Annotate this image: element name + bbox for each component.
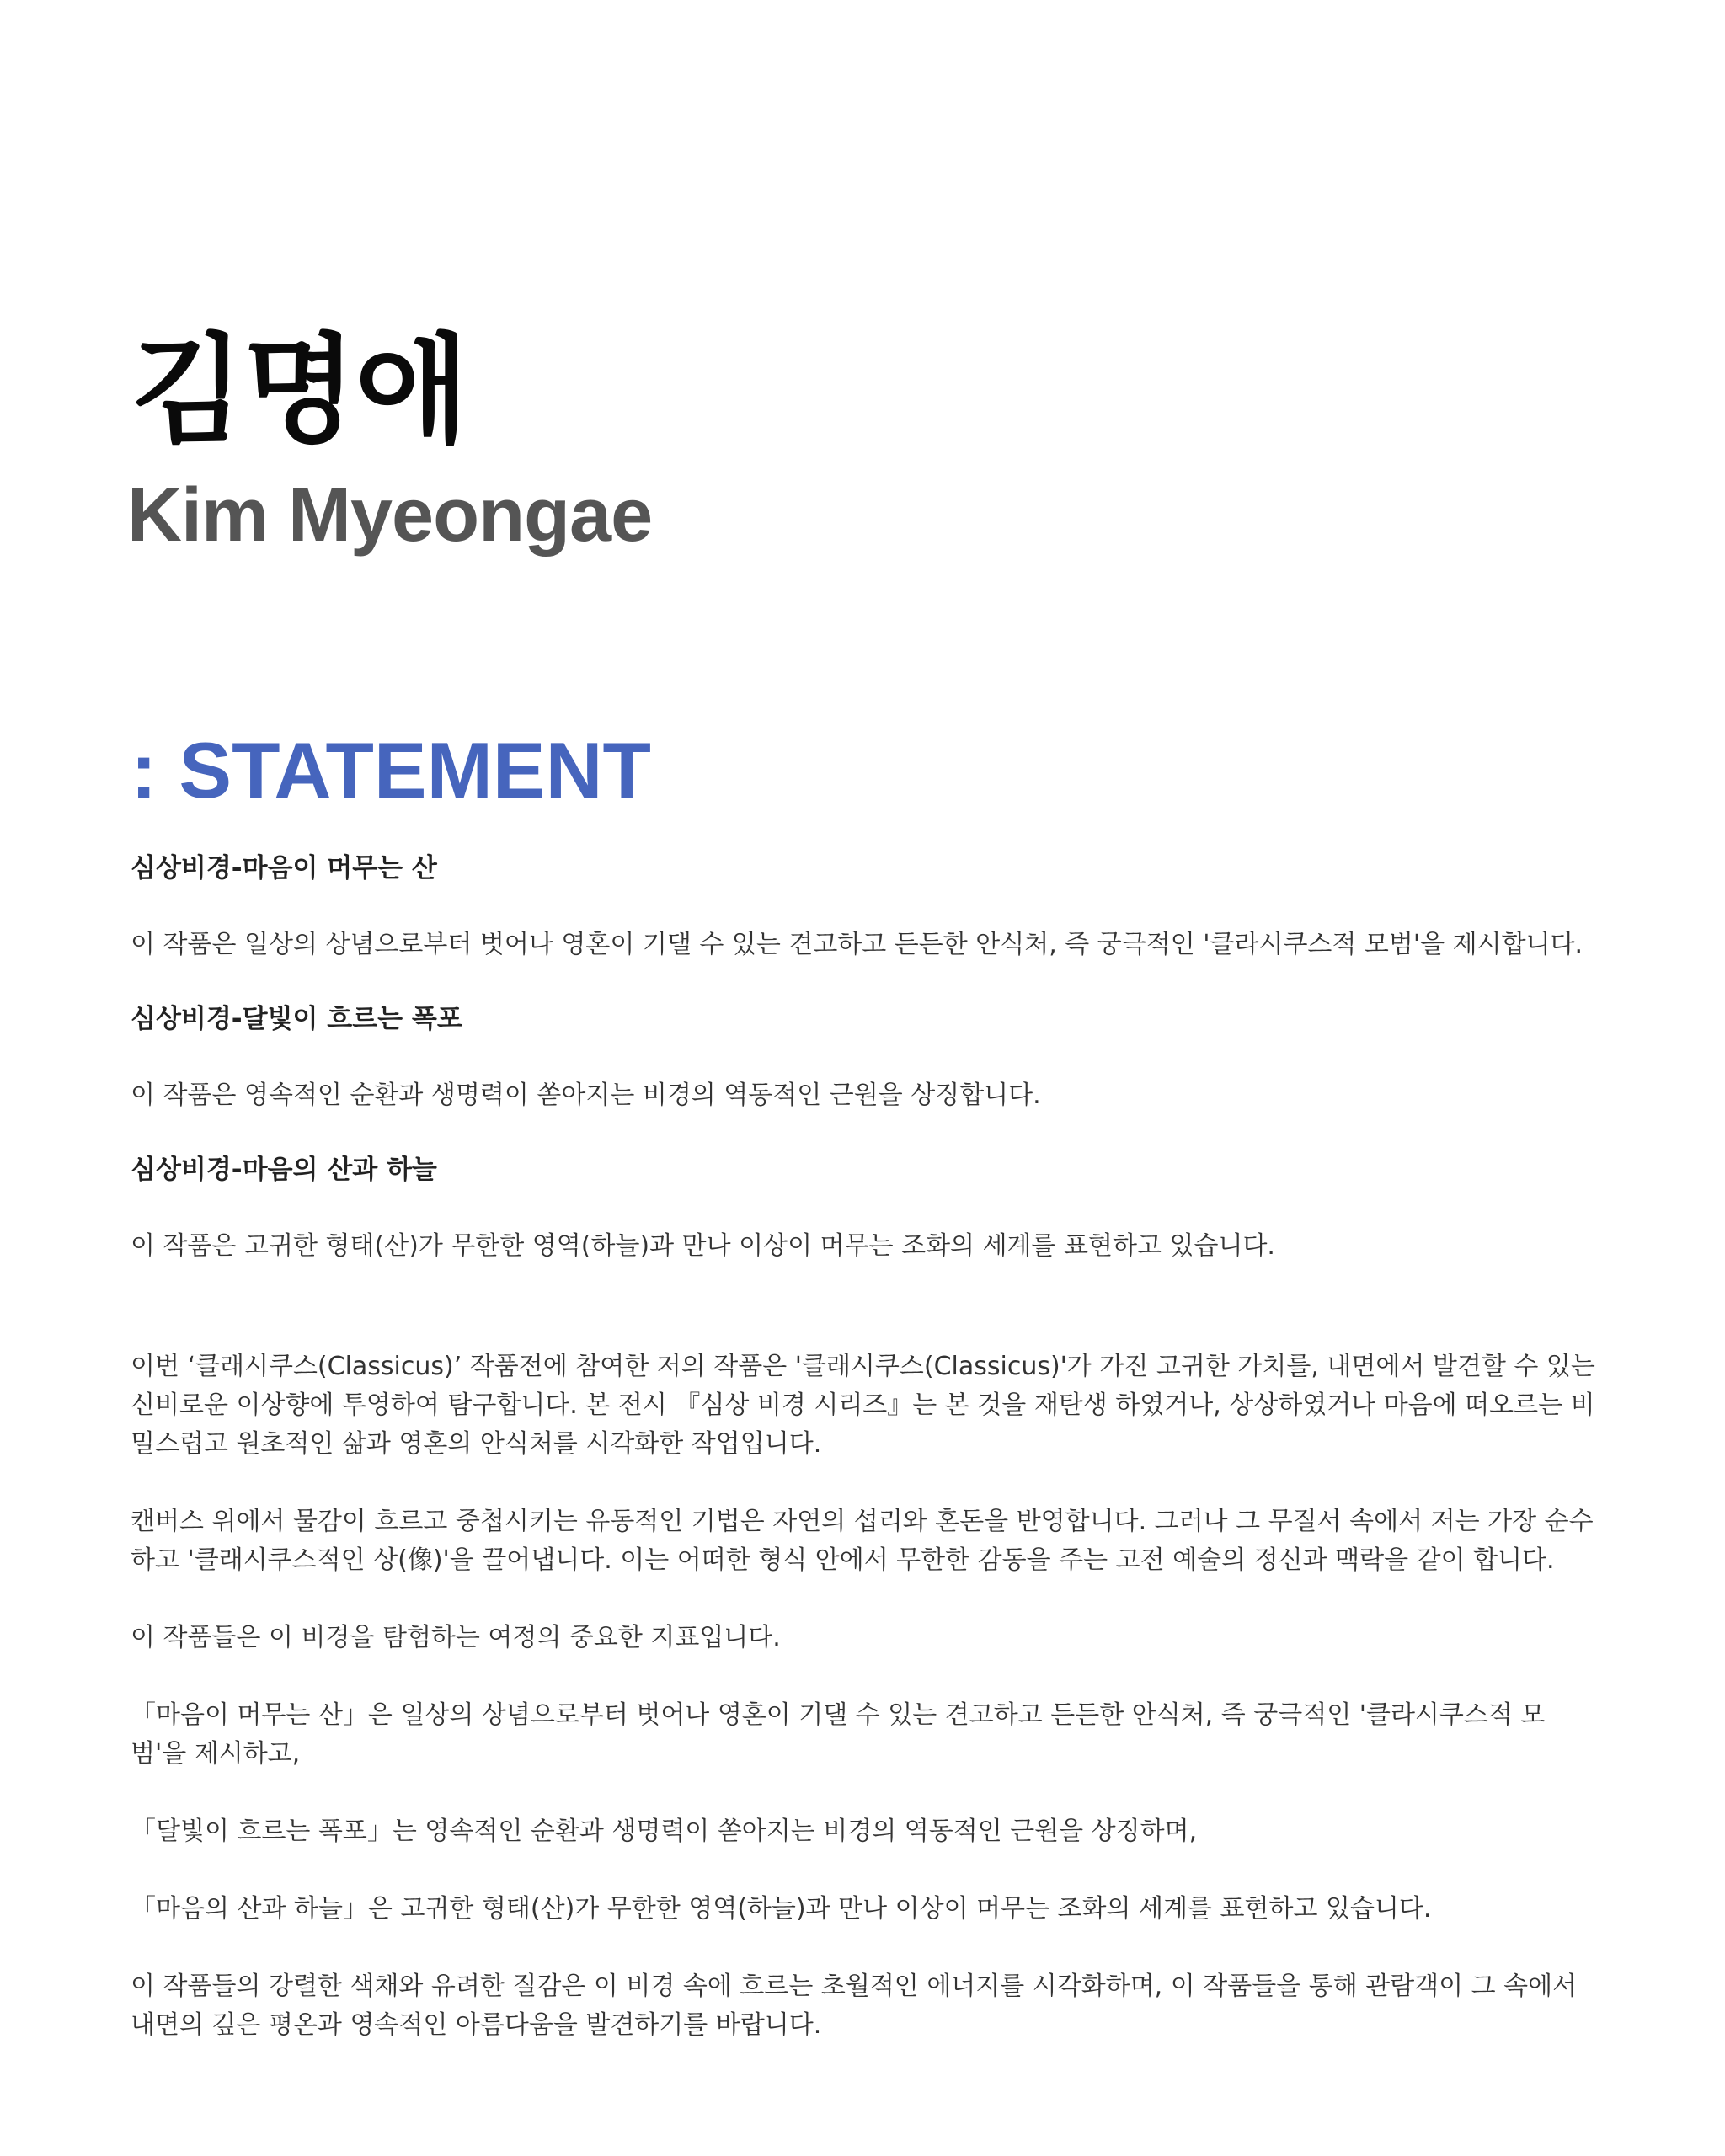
statement-paragraph: 이 작품들의 강렬한 색채와 유려한 질감은 이 비경 속에 흐르는 초월적인 에너지를 시각화하며, 이 작품들을 통해 관람객이 그 속에서 내면의 깊은 평온과 영속적인 아름다움을 발견하기를 바랍니다. bbox=[131, 1972, 1578, 2040]
work-item bbox=[131, 1150, 1596, 1266]
statement-paragraph: 「달빛이 흐르는 폭포」는 영속적인 순환과 생명력이 쏟아지는 비경의 역동적인 근원을 상징하며, bbox=[131, 1817, 1198, 1846]
statement-paragraph: 「마음이 머무는 산」은 일상의 상념으로부터 벗어나 영혼이 기댈 수 있는 견고하고 든든한 안식처, 즉 궁극적인 '클라시쿠스적 모범'을 제시하고, bbox=[131, 1700, 1546, 1769]
statement-paragraph: 캔버스 위에서 물감이 흐르고 중첩시키는 유동적인 기법은 자연의 섭리와 혼돈을 반영합니다. 그러나 그 무질서 속에서 저는 가장 순수하고 '클래시쿠스적인 상(像)'을 끌어냅니다. 이는 어떠한 형식 안에서 무한한 감동을 주는 고전 예술의 정신과 맥락을 같이 합니다. bbox=[131, 1507, 1594, 1575]
statement-body bbox=[131, 1348, 1596, 2045]
statement-heading: : STATEMENT bbox=[131, 726, 651, 814]
work-title: 심상비경-달빛이 흐르는 폭포 bbox=[131, 1004, 462, 1034]
work-title: 심상비경-마음의 산과 하늘 bbox=[131, 1155, 437, 1185]
work-item bbox=[131, 1000, 1596, 1115]
work-item bbox=[131, 849, 1596, 964]
work-title: 심상비경-마음이 머무는 산 bbox=[131, 853, 437, 883]
statement-paragraph: 이 작품들은 이 비경을 탐험하는 여정의 중요한 지표입니다. bbox=[131, 1623, 781, 1652]
statement-content bbox=[131, 849, 1596, 2084]
work-description: 이 작품은 일상의 상념으로부터 벗어나 영혼이 기댈 수 있는 견고하고 든든한 안식처, 즉 궁극적인 '클라시쿠스적 모범'을 제시합니다. bbox=[131, 930, 1583, 959]
artist-name-korean: 김명애 bbox=[131, 323, 467, 460]
work-description: 이 작품은 영속적인 순환과 생명력이 쏟아지는 비경의 역동적인 근원을 상징합니다. bbox=[131, 1081, 1041, 1110]
statement-paragraph: 「마음의 산과 하늘」은 고귀한 형태(산)가 무한한 영역(하늘)과 만나 이상이 머무는 조화의 세계를 표현하고 있습니다. bbox=[131, 1894, 1432, 1924]
statement-paragraph: 이번 ‘클래시쿠스(Classicus)’ 작품전에 참여한 저의 작품은 '클래시쿠스(Classicus)'가 가진 고귀한 가치를, 내면에서 발견할 수 있는 신비로운 이상향에 투영하여 탐구합니다. 본 전시 『심상 비경 시리즈』는 본 것을 재탄생 하였거나, 상상하였거나 마음에 떠오르는 비밀스럽고 원초적인 삶과 영혼의 안식처를 시각화한 작업입니다. bbox=[131, 1352, 1595, 1459]
artist-name-english: Kim Myeongae bbox=[127, 473, 653, 558]
work-description: 이 작품은 고귀한 형태(산)가 무한한 영역(하늘)과 만나 이상이 머무는 조화의 세계를 표현하고 있습니다. bbox=[131, 1231, 1275, 1261]
